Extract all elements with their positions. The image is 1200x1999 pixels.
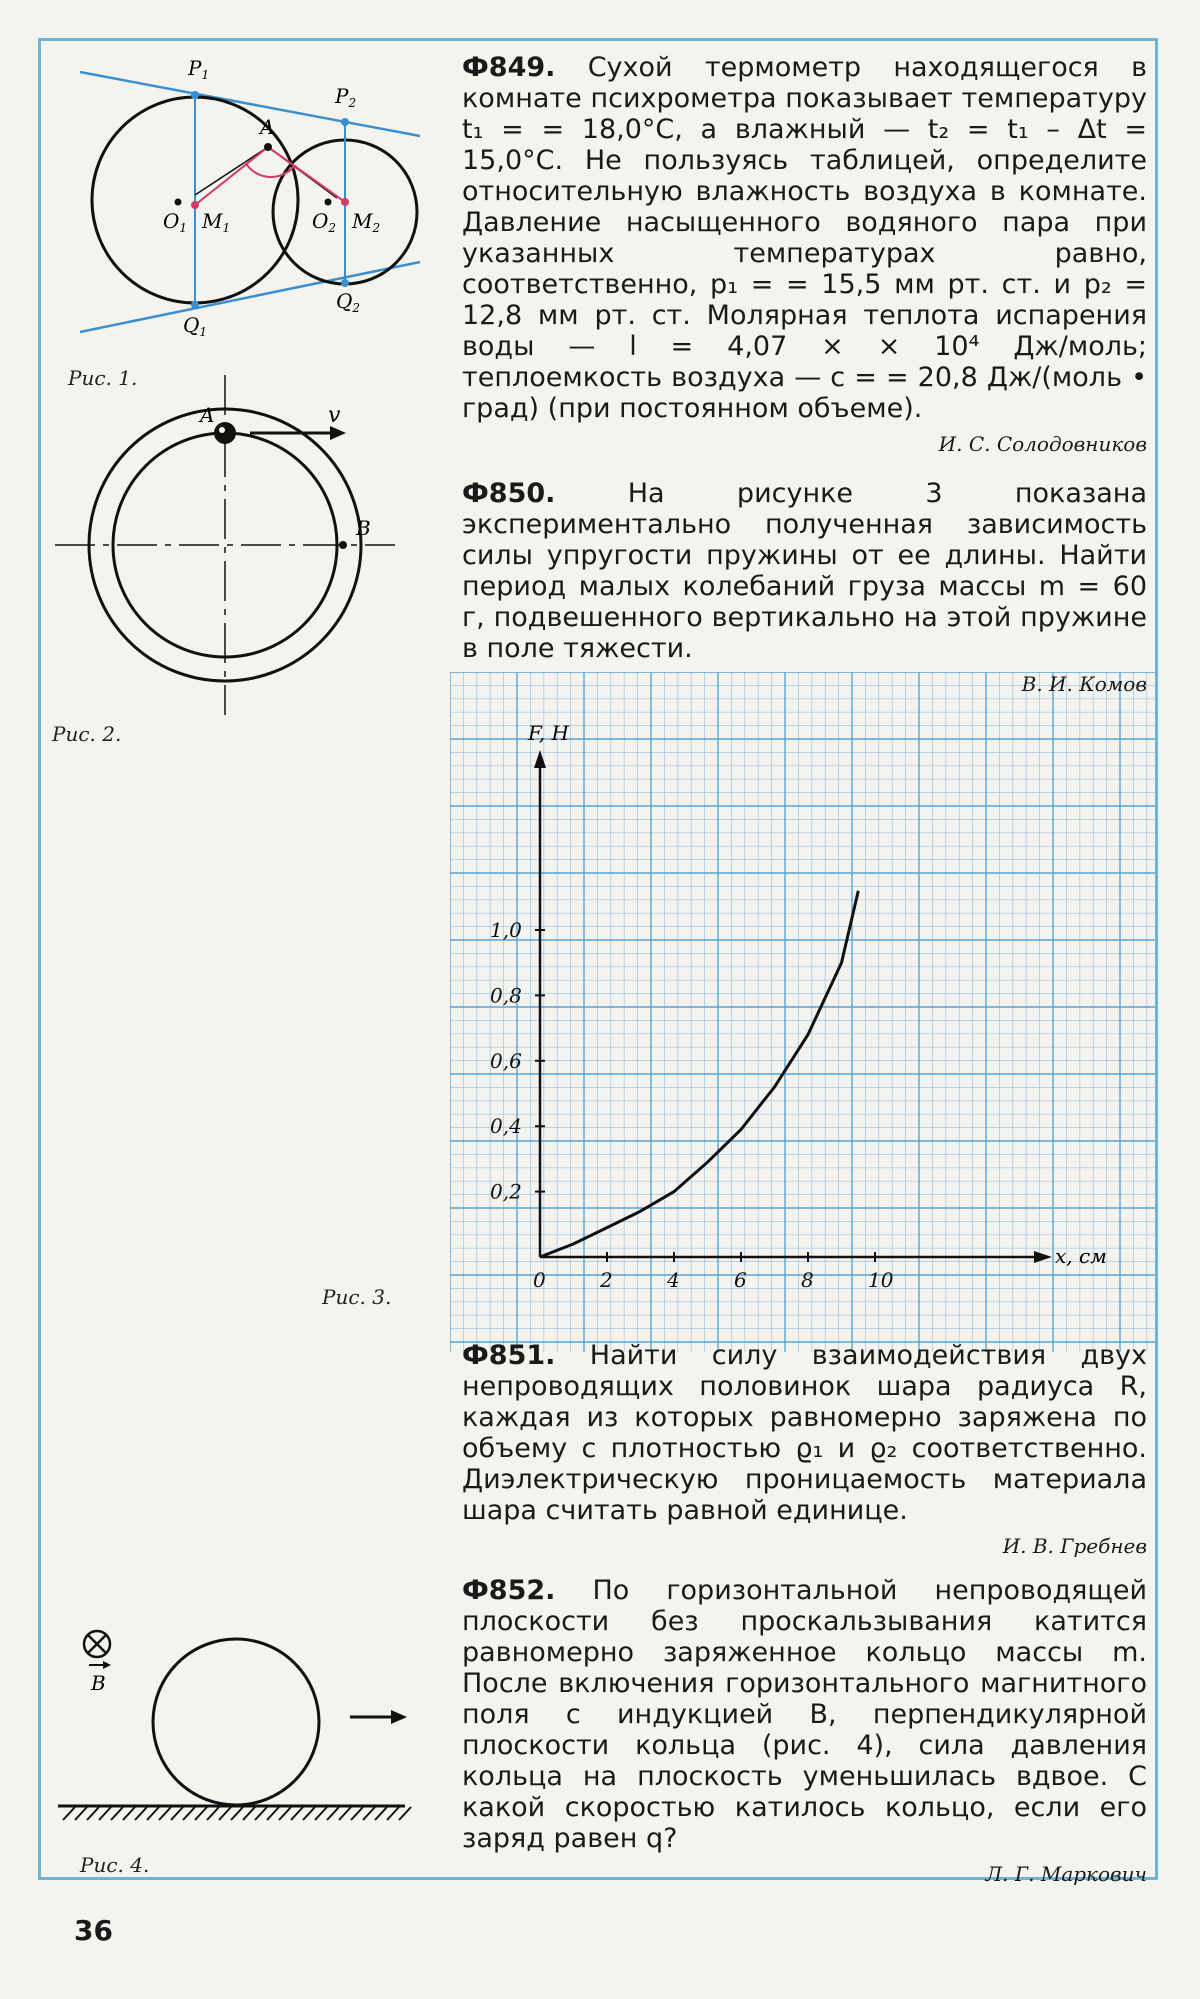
ground-hatch [99, 1807, 111, 1820]
problem-851 [462, 1340, 1147, 1558]
problem-text: Найти силу взаимодействия двух непроводящих половинок шара радиуса R, каждая из которых равномерно заряжена по объему с плотностью ϱ₁ и ϱ₂ соответственно. Диэлектрическую проницаемость материала шара считать равной единице. [462, 1340, 1147, 1526]
label-m1: $M_1$ [202, 209, 231, 235]
ground-hatch [303, 1807, 315, 1820]
figure-2 [50, 370, 400, 720]
ground-hatch [123, 1807, 135, 1820]
label-b: B [91, 1671, 106, 1695]
ground-hatch [87, 1807, 99, 1820]
ground-hatch [183, 1807, 195, 1820]
chart-x-tick-label: 10 [868, 1268, 894, 1292]
chart-x-tick-label: 2 [600, 1268, 613, 1292]
problem-number: Ф850. [462, 478, 556, 509]
problem-author: И. В. Гребнев [1002, 1534, 1147, 1558]
caption-fig3: Рис. 3. [322, 1285, 392, 1309]
ground-hatch [231, 1807, 243, 1820]
ground-hatch [291, 1807, 303, 1820]
ground-hatch [339, 1807, 351, 1820]
problem-number: Ф851. [462, 1340, 556, 1371]
problem-852 [462, 1575, 1147, 1886]
ground-hatch [63, 1807, 75, 1820]
ground-hatch [255, 1807, 267, 1820]
label-v: v [328, 403, 341, 428]
ground-hatch [315, 1807, 327, 1820]
chart-y-tick-label: 0,6 [490, 1048, 522, 1073]
label-q1: $Q_1$ [183, 313, 208, 339]
label-o2: $O_2$ [312, 209, 337, 235]
page-number: 36 [74, 1914, 113, 1947]
chart-y-tick-label: 0,4 [490, 1114, 522, 1139]
problem-text: По горизонтальной непроводящей плоскости без проскальзывания катится равномерно заряженное кольцо массы m. После включения горизонтального магнитного поля с индукцией B, перпендикулярной плоскости кольца (рис. 4), сила давления кольца на плоскость уменьшилась вдвое. С какой скоростью катилось кольцо, если его заряд равен q? [462, 1575, 1147, 1854]
ground-hatch [267, 1807, 279, 1820]
chart-x-tick-label: 6 [734, 1268, 747, 1292]
ground-hatch [171, 1807, 183, 1820]
ground-hatch [219, 1807, 231, 1820]
chart-y-tick-label: 1,0 [490, 918, 522, 942]
label-p1: $P_1$ [188, 56, 210, 82]
problem-author: И. С. Солодовников [938, 432, 1147, 456]
problem-number: Ф849. [462, 52, 556, 83]
chart-y-tick-label: 0,8 [490, 983, 522, 1008]
chart-xlabel: x, см [1055, 1244, 1107, 1268]
chart-x-axis-arrow [1034, 1251, 1052, 1263]
ground-hatch [375, 1807, 387, 1820]
label-a: A [260, 115, 275, 139]
problem-text: Сухой термометр находящегося в комнате психрометра показывает температуру t₁ = = 18,0°С, а влажный — t₂ = t₁ – Δt = 15,0°С. Не пользуясь таблицей, определите относительную влажность воздуха в комнате. Давление насыщенного водяного пара при указанных температурах равно, соответственно, p₁ = = 15,5 мм рт. ст. и p₂ = 12,8 мм рт. ст. Молярная теплота испарения воды — l = 4,07 × × 10⁴ Дж/моль; теплоемкость воздуха — c = = 20,8 Дж/(моль • град) (при постоянном объеме). [462, 52, 1147, 424]
ground-hatch [351, 1807, 363, 1820]
ground-hatch [75, 1807, 87, 1820]
chart-x-tick-label: 0 [533, 1268, 546, 1292]
ground-hatch [363, 1807, 375, 1820]
label-q2: $Q_2$ [336, 289, 361, 315]
problem-author: Л. Г. Маркович [985, 1862, 1147, 1886]
label-a: A [200, 403, 215, 427]
caption-fig2: Рис. 2. [52, 722, 122, 746]
ground-hatch [147, 1807, 159, 1820]
figure-3-chart [450, 672, 1155, 1352]
chart-ylabel: F, Н [528, 721, 569, 745]
label-p2: $P_2$ [335, 84, 357, 110]
problem-text: На рисунке 3 показана экспериментально полученная зависимость силы упругости пружины от ее длины. Найти период малых колебаний груза массы m = 60 г, подвешенного вертикально на этой пружине в поле тяжести. [462, 478, 1147, 664]
ground-hatch [159, 1807, 171, 1820]
problem-850 [462, 478, 1147, 696]
figure-4 [55, 1610, 425, 1850]
problem-number: Ф852. [462, 1575, 556, 1606]
label-m2: $M_2$ [352, 209, 381, 235]
label-o1: $O_1$ [163, 209, 188, 235]
ground-hatch [243, 1807, 255, 1820]
ground-hatch [279, 1807, 291, 1820]
ground-hatch [135, 1807, 147, 1820]
ground-hatch [195, 1807, 207, 1820]
caption-fig1: Рис. 1. [68, 366, 138, 390]
caption-fig4: Рис. 4. [80, 1853, 150, 1877]
ground-hatch [327, 1807, 339, 1820]
figure-1 [50, 50, 430, 350]
problem-author: В. И. Комов [1021, 672, 1147, 696]
label-b: B [356, 516, 371, 540]
chart-x-tick-label: 4 [667, 1268, 680, 1292]
ground-hatch [207, 1807, 219, 1820]
ground-hatch [111, 1807, 123, 1820]
ground-hatch [399, 1807, 411, 1820]
chart-y-tick-label: 0,2 [490, 1179, 522, 1204]
ground-hatch [387, 1807, 399, 1820]
chart-x-tick-label: 8 [801, 1268, 814, 1292]
problem-849 [462, 52, 1147, 456]
